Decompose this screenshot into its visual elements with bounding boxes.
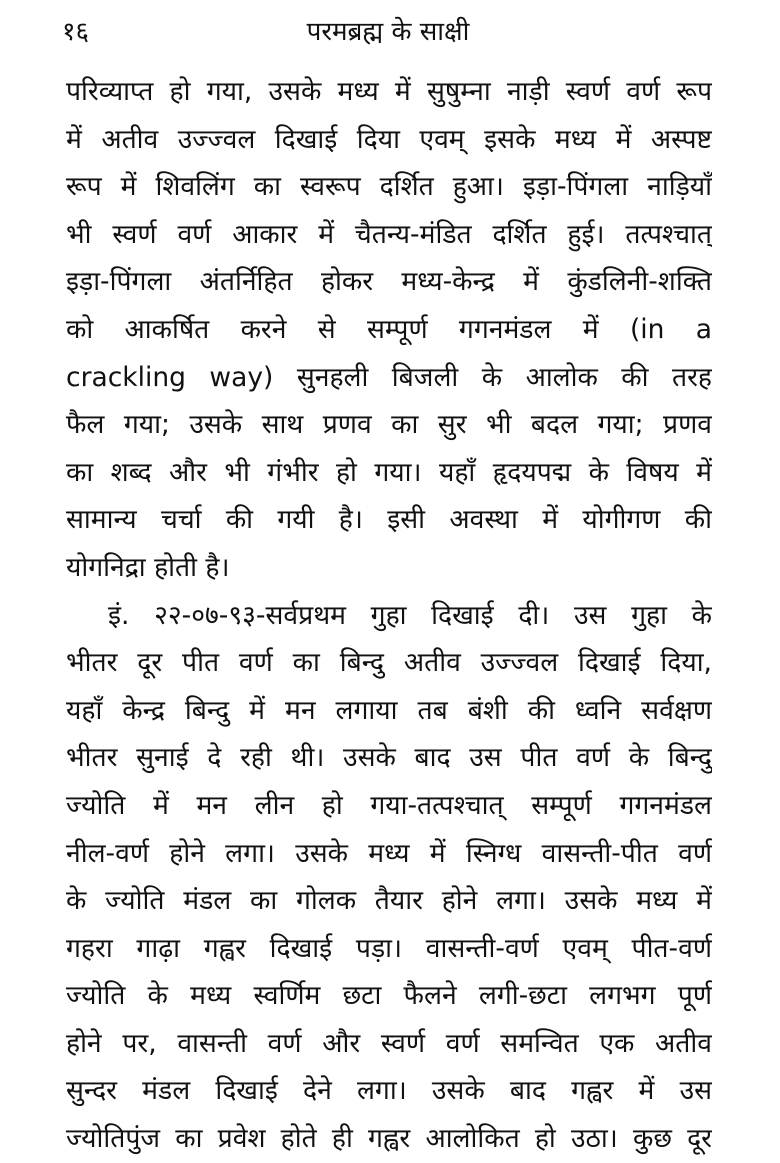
- text-line: परिव्याप्त हो गया, उसके मध्य में सुषुम्ना नाड़ी स्वर्ण वर्ण रूप: [66, 76, 712, 107]
- running-title: परमब्रह्म के साक्षी: [306, 17, 470, 47]
- text-line: इं. २२-०७-९३-सर्वप्रथम गुहा दिखाई दी। उस गुहा के: [108, 599, 712, 631]
- text-line: का शब्द और भी गंभीर हो गया। यहाँ हृदयपद्म के विषय में: [66, 456, 712, 488]
- text-line: होने पर, वासन्ती वर्ण और स्वर्ण वर्ण समन्वित एक अतीव: [66, 1027, 712, 1059]
- text-line: यहाँ केन्द्र बिन्दु में मन लगाया तब बंशी की ध्वनि सर्वक्षण: [66, 694, 712, 726]
- text-line: भी स्वर्ण वर्ण आकार में चैतन्य-मंडित दर्शित हुई। तत्पश्चात्: [66, 218, 712, 250]
- body-text: [66, 68, 712, 1163]
- text-line: गहरा गाढ़ा गह्वर दिखाई पड़ा। वासन्ती-वर्ण एवम् पीत-वर्ण: [66, 932, 712, 964]
- text-line: भीतर सुनाई दे रही थी। उसके बाद उस पीत वर्ण के बिन्दु: [66, 742, 712, 774]
- text-line: भीतर दूर पीत वर्ण का बिन्दु अतीव उज्ज्वल दिखाई दिया,: [66, 647, 712, 679]
- text-line: इड़ा-पिंगला अंतर्निहित होकर मध्य-केन्द्र में कुंडलिनी-शक्ति: [66, 266, 712, 298]
- text-line: फैल गया; उसके साथ प्रणव का सुर भी बदल गया; प्रणव: [66, 409, 712, 441]
- text-line: रूप में शिवलिंग का स्वरूप दर्शित हुआ। इड़ा-पिंगला नाड़ियाँ: [66, 171, 712, 203]
- page-header: [62, 14, 714, 54]
- text-line: सुन्दर मंडल दिखाई देने लगा। उसके बाद गह्वर में उस: [66, 1075, 712, 1107]
- paragraph-2: [66, 592, 712, 1163]
- paragraph-1: [66, 68, 712, 592]
- text-line: crackling way) सुनहली बिजली के आलोक की तरह: [66, 361, 712, 393]
- text-line: को आकर्षित करने से सम्पूर्ण गगनमंडल में (in a: [66, 313, 712, 345]
- text-line: ज्योतिपुंज का प्रवेश होते ही गह्वर आलोकित हो उठा। कुछ दूर: [66, 1123, 712, 1155]
- text-line: योगनिद्रा होती है।: [66, 551, 230, 583]
- text-line: नील-वर्ण होने लगा। उसके मध्य में स्निग्ध वासन्ती-पीत वर्ण: [66, 837, 712, 869]
- text-line: ज्योति के मध्य स्वर्णिम छटा फैलने लगी-छटा लगभग पूर्ण: [66, 980, 712, 1012]
- text-line: ज्योति में मन लीन हो गया-तत्पश्चात् सम्पूर्ण गगनमंडल: [66, 789, 712, 821]
- page-number: १६: [62, 17, 90, 47]
- text-line: सामान्य चर्चा की गयी है। इसी अवस्था में योगीगण की: [66, 504, 712, 536]
- text-line: के ज्योति मंडल का गोलक तैयार होने लगा। उसके मध्य में: [66, 885, 712, 917]
- text-line: में अतीव उज्ज्वल दिखाई दिया एवम् इसके मध्य में अस्पष्ट: [66, 123, 712, 155]
